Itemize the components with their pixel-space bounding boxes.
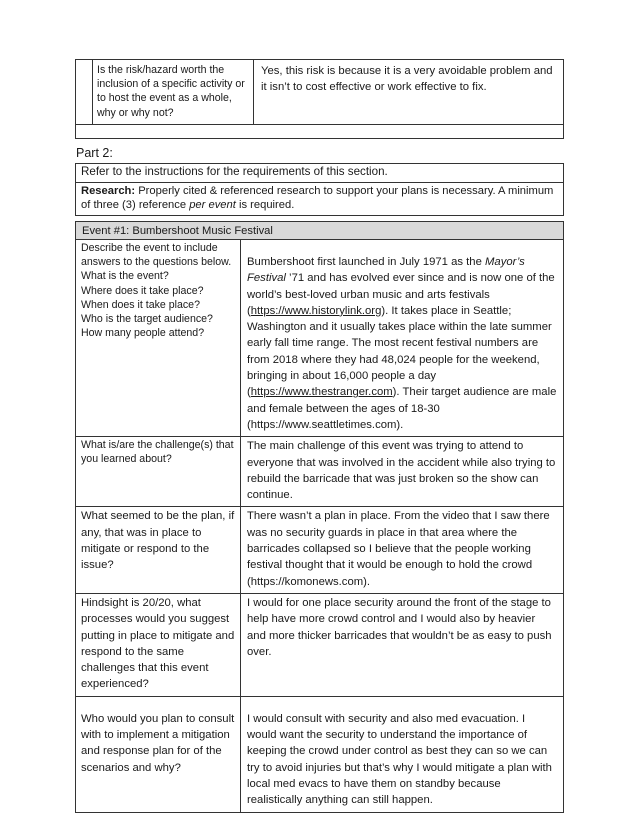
answer-text: I would for one place security around the front of the stage to help have more crowd control and I would also by heavier and more thicker barricades that wouldn’t be as easy to push over.: [247, 596, 552, 658]
event-answer-cell: [241, 507, 564, 593]
research-text-1: Properly cited & referenced research to support your plans is necessary. A minimum of three (3) reference: [81, 184, 554, 211]
answer-part: ’71 and has evolved ever since and is now one of the world’s best-loved urban music and arts festivals (: [247, 272, 555, 317]
question-line: Where does it take place?: [81, 284, 204, 297]
risk-blank-cell: [76, 124, 564, 138]
event-title: Event #1: Bumbershoot Music Festival: [82, 225, 273, 237]
risk-question-cell: [93, 60, 254, 125]
research-row: [76, 182, 564, 215]
question-line: When does it take place?: [81, 298, 200, 311]
event-row-consult: [76, 696, 564, 812]
event-table: [75, 221, 564, 813]
research-label: Research:: [81, 184, 136, 197]
event-question-cell: [76, 437, 241, 507]
event-row-plan: [76, 507, 564, 593]
risk-question: Is the risk/hazard worth the inclusion of a specific activity or to host the event as a whole, why or why not?: [97, 64, 245, 119]
event-title-row: [76, 222, 564, 240]
event-row-hindsight: [76, 593, 564, 696]
event-answer-cell: [241, 437, 564, 507]
event-question-cell: [76, 240, 241, 437]
instructions-table: [75, 163, 564, 216]
mayors-festival-title: Mayor’s Festival: [247, 256, 525, 285]
question-line: Who is the target audience?: [81, 313, 213, 326]
answer-part: ). Their target audience are male and female between the ages of 18-30 (https://www.seattletimes.com).: [247, 386, 557, 431]
risk-answer-cell: [254, 60, 564, 125]
historylink-link[interactable]: https://www.historylink.org: [250, 304, 382, 317]
answer-text: I would consult with security and also med evacuation. I would want the security to understand the importance of keeping the crowd under control as best they can so we can try to avoid injuries but that’s why I would mitigate a plan with local med evacs to have them on standby because realistically anything can still happen.: [247, 712, 552, 807]
risk-answer: Yes, this risk is because it is a very avoidable problem and it isn’t to cost effective or work effective to fix.: [261, 65, 553, 93]
event-row-describe: [76, 240, 564, 437]
question-line: What is the event?: [81, 270, 169, 283]
instructions-row: [76, 164, 564, 183]
research-text-2: is required.: [235, 199, 295, 211]
research-italic: per event: [189, 199, 236, 211]
answer-text: There wasn’t a plan in place. From the video that I saw there was no security guards in place in that area where the barricades collapsed so I believe that the people working festival thought that it would be enough to hold the crowd (https://komonews.com).: [247, 510, 550, 588]
instructions-cell: [76, 164, 564, 183]
question-text: What is/are the challenge(s) that you learned about?: [81, 439, 234, 466]
question-text: Hindsight is 20/20, what processes would you suggest putting in place to mitigate and respond to the same challenges that this event experienced?: [81, 596, 235, 691]
risk-row: [76, 60, 564, 125]
question-text: What seemed to be the plan, if any, that was in place to mitigate or respond to the issue?: [81, 510, 235, 572]
event-question-cell: [76, 593, 241, 696]
question-line: Describe the event to include: [81, 242, 218, 254]
question-text: Who would you plan to consult with to implement a mitigation and response plan for of the scenarios and why?: [81, 712, 235, 774]
answer-part: ). It takes place in Seattle; Washington and it usually takes place within the late summer early fall time range. The most recent festival numbers are from 2018 where they had 48,024 people for the weekend, bringing in about 16,000 people a day (: [247, 304, 552, 399]
answer-part: Bumbershoot first launched in July 1971 as the: [247, 256, 486, 268]
research-cell: [76, 182, 564, 215]
event-title-cell: [76, 222, 564, 240]
question-line: How many people attend?: [81, 327, 205, 340]
instructions-text: Refer to the instructions for the requirements of this section.: [81, 165, 388, 178]
event-question-cell: [76, 507, 241, 593]
risk-blank-row: [76, 124, 564, 138]
event-answer-cell: [241, 240, 564, 437]
event-answer-cell: [241, 696, 564, 812]
risk-gutter-cell: [76, 60, 93, 125]
event-row-challenge: [76, 437, 564, 507]
answer-text: The main challenge of this event was trying to attend to everyone that was involved in the accident while also trying to rebuild the barricade that was just broken so the show can continue.: [247, 440, 556, 502]
risk-table: [75, 59, 564, 139]
event-question-cell: [76, 696, 241, 812]
question-line: answers to the questions below.: [81, 256, 232, 269]
thestranger-link[interactable]: https://www.thestranger.com: [250, 386, 393, 399]
event-answer-cell: [241, 593, 564, 696]
part2-heading: Part 2:: [76, 146, 113, 160]
